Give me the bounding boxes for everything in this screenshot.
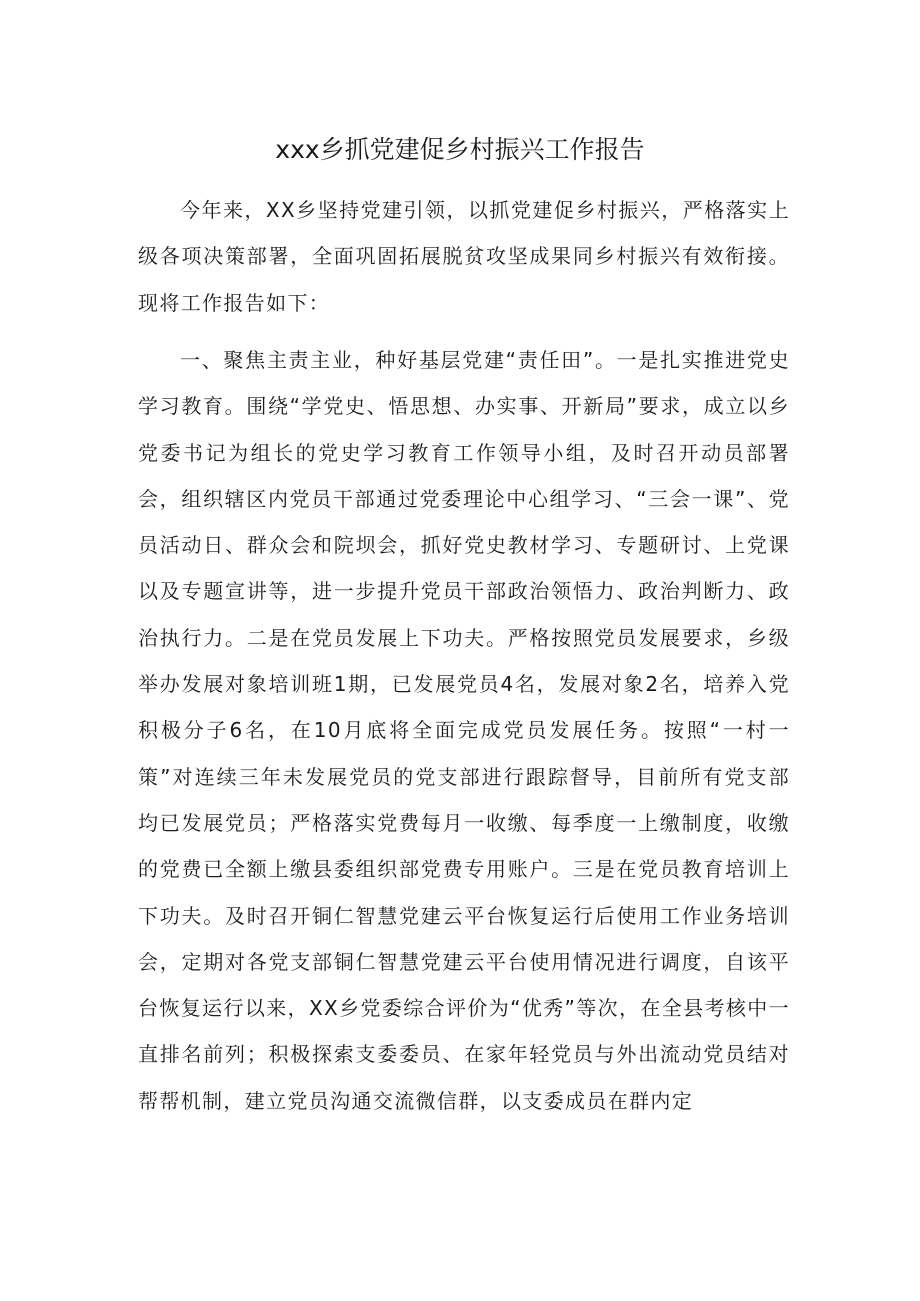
paragraph-intro: 今年来，XX乡坚持党建引领，以抓党建促乡村振兴，严格落实上级各项决策部署，全面巩固拓展脱贫攻坚成果同乡村振兴有效衔接。现将工作报告如下：: [138, 198, 790, 315]
section-one-block: [138, 337, 790, 1124]
paragraph-section-one: 一、聚焦主责主业，种好基层党建“责任田”。一是扎实推进党史学习教育。围绕“学党史、悟思想、办实事、开新局”要求，成立以乡党委书记为组长的党史学习教育工作领导小组，及时召开动员部署会，组织辖区内党员干部通过党委理论中心组学习、“三会一课”、党员活动日、群众会和院坝会，抓好党史教材学习、专题研讨、上党课以及专题宣讲等，进一步提升党员干部政治领悟力、政治判断力、政治执行力。二是在党员发展上下功夫。严格按照党员发展要求，乡级举办发展对象培训班1期，已发展党员4名，发展对象2名，培养入党积极分子6名，在10月底将全面完成党员发展任务。按照“一村一策”对连续三年未发展党员的党支部进行跟踪督导，目前所有党支部均已发展党员；严格落实党费每月一收缴、每季度一上缴制度，收缴的党费已全额上缴县委组织部党费专用账户。三是在党员教育培训上下功夫。及时召开铜仁智慧党建云平台恢复运行后使用工作业务培训会，定期对各党支部铜仁智慧党建云平台使用情况进行调度，自该平台恢复运行以来，XX乡党委综合评价为“优秀”等次，在全县考核中一直排名前列；积极探索支委委员、在家年轻党员与外出流动党员结对帮帮机制，建立党员沟通交流微信群，以支委成员在群内定: [138, 348, 790, 1113]
intro-block: [138, 187, 790, 326]
document-title: xxx乡抓党建促乡村振兴工作报告: [275, 135, 645, 164]
